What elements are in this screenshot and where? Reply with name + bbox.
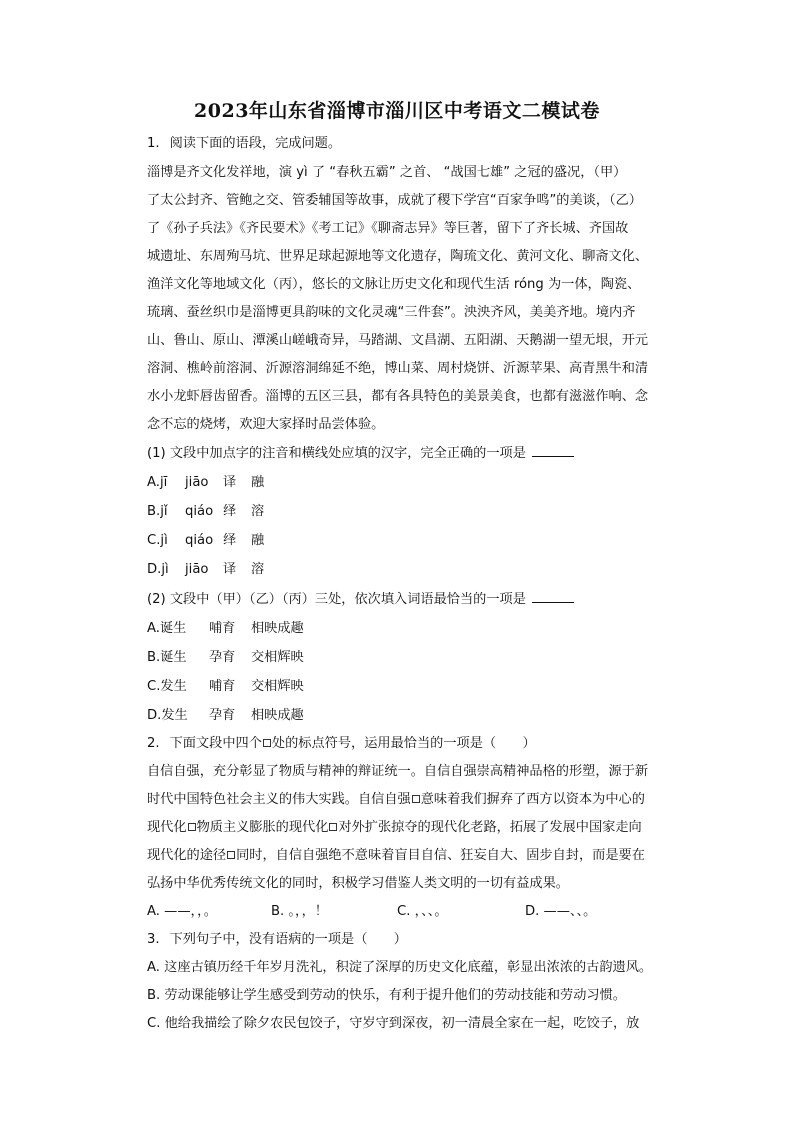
q3-option-c[interactable]: C. 他给我描绘了除夕农民包饺子，守岁守到深夜，初一清晨全家在一起，吃饺子，放 xyxy=(147,1016,640,1031)
q2-option-b[interactable]: B. 。，，！ xyxy=(271,904,328,919)
blank-box-icon xyxy=(329,823,337,831)
q1-sub2-option-a[interactable]: A.诞生 哺育 相映成趣 xyxy=(147,621,304,636)
blank-box-icon xyxy=(188,823,196,831)
q1-passage-line: 了《孙子兵法》《齐民要术》《考工记》《聊斋志异》等巨著，留下了齐长城、齐国故 xyxy=(147,221,629,236)
q1-passage-line: 了太公封齐、管鲍之交、管委辅国等故事，成就了稷下学宫“百家争鸣”的美谈，（乙） xyxy=(147,193,642,208)
q1-sub1-option-c[interactable]: C.jì qiáo 绎 融 xyxy=(147,533,265,548)
q3-option-b[interactable]: B. 劳动课能够让学生感受到劳动的快乐，有利于提升他们的劳动技能和劳动习惯。 xyxy=(147,988,626,1003)
q1-sub2-prompt: (2) 文段中（甲）（乙）（丙）三处，依次填入词语最恰当的一项是 xyxy=(147,590,574,609)
q2-passage-line: 时代中国特色社会主义的伟大实践。自信自强 意味着我们摒弃了西方以资本为中心的 xyxy=(147,792,645,807)
q1-passage-line: 溶洞、樵岭前溶洞、沂源溶洞绵延不绝，博山菜、周村烧饼、沂源苹果、高青黑牛和清 xyxy=(147,361,649,376)
q2-header: 2. 下面文段中四个 处的标点符号，运用最恰当的一项是（ ） xyxy=(147,736,536,751)
q1-passage-line: 渔洋文化等地域文化（丙），悠长的文脉让历史文化和现代生活 róng 为一体，陶瓷、 xyxy=(147,277,641,292)
blank-box-icon xyxy=(227,851,235,859)
q2-option-d[interactable]: D. ——、、。 xyxy=(525,904,597,919)
q2-passage-line: 弘扬中华优秀传统文化的同时，积极学习借鉴人类文明的一切有益成果。 xyxy=(147,876,569,891)
q1-number: 1. xyxy=(147,136,160,151)
q1-sub2-option-b[interactable]: B.诞生 孕育 交相辉映 xyxy=(147,650,304,665)
q1-prompt: 阅读下面的语段，完成问题。 xyxy=(169,136,342,151)
answer-blank xyxy=(532,590,574,603)
q1-passage-line: 山、鲁山、原山、潭溪山嵯峨奇异，马踏湖、文昌湖、五阳湖、天鹅湖一望无垠，开元 xyxy=(147,333,649,348)
q2-option-a[interactable]: A. ——，，。 xyxy=(147,904,217,919)
q1-sub1-option-a[interactable]: A.jī jiāo 译 融 xyxy=(147,475,265,490)
q1-passage-line: 念不忘的烧烤，欢迎大家择时品尝体验。 xyxy=(147,417,385,432)
blank-box-icon xyxy=(412,795,420,803)
q2-option-c[interactable]: C. ，、、。 xyxy=(397,904,448,919)
q2-number: 2. xyxy=(147,736,160,751)
q2-passage-line: 现代化的途径 同时，自信自强绝不意味着盲目自信、狂妄自大、固步自封，而是要在 xyxy=(147,848,645,863)
q1-sub2-option-c[interactable]: C.发生 哺育 交相辉映 xyxy=(147,679,304,694)
q1-sub1-option-d[interactable]: D.jì jiāo 译 溶 xyxy=(147,562,265,577)
page-title: 2023年山东省淄博市淄川区中考语文二模试卷 xyxy=(194,100,600,122)
q1-sub1-prompt: (1) 文段中加点字的注音和横线处应填的汉字，完全正确的一项是 xyxy=(147,444,574,463)
q1-passage-line: 淄博是齐文化发祥地，演 yì 了 “春秋五霸” 之首、 “战国七雄” 之冠的盛况，（甲） xyxy=(147,165,627,180)
q1-passage-line: 城遗址、东周殉马坑、世界足球起源地等文化遗存，陶琉文化、黄河文化、聊斋文化、 xyxy=(147,249,649,264)
answer-blank xyxy=(532,444,574,457)
q2-passage-line: 现代化 物质主义膨胀的现代化 对外扩张掠夺的现代化老路，拓展了发展中国家走向 xyxy=(147,820,642,835)
q1-sub2-option-d[interactable]: D.发生 孕育 相映成趣 xyxy=(147,708,304,723)
blank-box-icon xyxy=(263,739,271,747)
q3-header: 3. 下列句子中，没有语病的一项是（ ） xyxy=(147,932,407,947)
q1-passage-line: 水小龙虾唇齿留香。淄博的五区三县，都有各具特色的美景美食，也都有滋滋作响、念 xyxy=(147,389,649,404)
q1-sub1-option-b[interactable]: B.jǐ qiáo 绎 溶 xyxy=(147,504,265,519)
q3-number: 3. xyxy=(147,932,160,947)
q2-options xyxy=(147,903,596,921)
q3-option-a[interactable]: A. 这座古镇历经千年岁月洗礼，积淀了深厚的历史文化底蕴，彰显出浓浓的古韵遗风。 xyxy=(147,960,653,975)
q2-passage-line: 自信自强，充分彰显了物质与精神的辩证统一。自信自强崇高精神品格的形塑，源于新 xyxy=(147,764,649,779)
q1-passage-line: 琉璃、蚕丝织巾是淄博更具韵味的文化灵魂“三件套”。泱泱齐风，美美齐地。境内齐 xyxy=(147,305,636,320)
q1-header xyxy=(147,135,341,153)
